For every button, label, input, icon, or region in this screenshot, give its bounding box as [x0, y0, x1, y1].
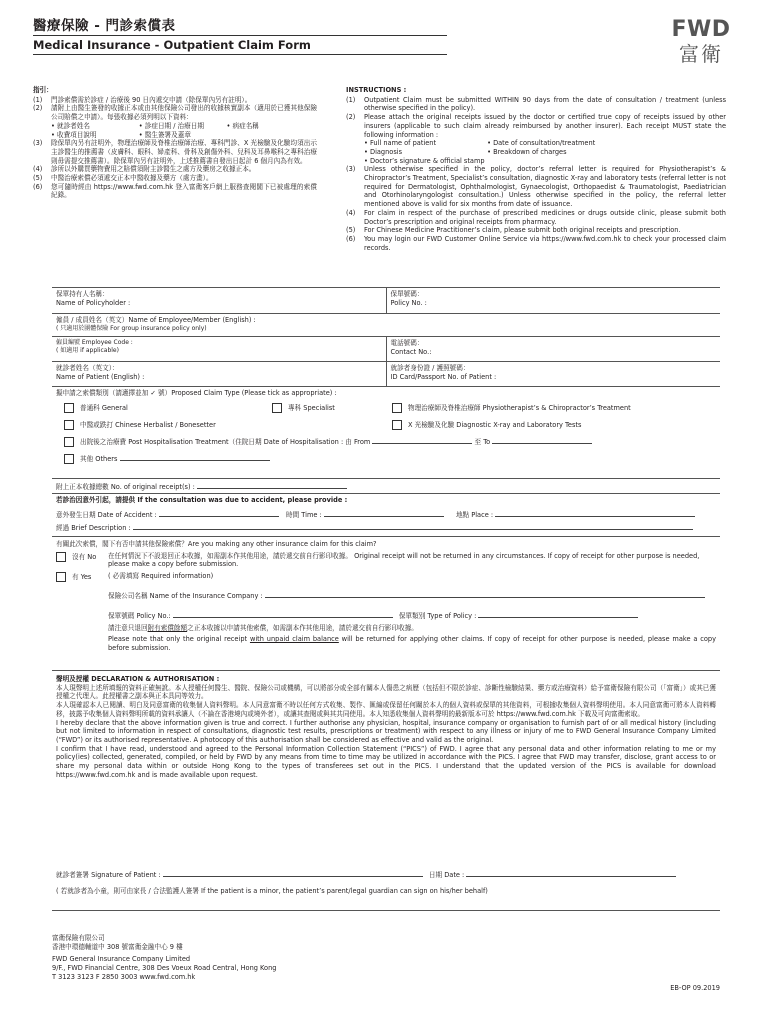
policyholder-row [52, 288, 720, 314]
footer-contact: T 3123 3123 F 2850 3003 www.fwd.com.hk [52, 972, 196, 981]
instructions-zh-title: 指引： [33, 86, 53, 94]
policy-no-field[interactable]: 保單號碼： Policy No. : [386, 288, 721, 313]
checkbox-specialist[interactable] [272, 403, 282, 413]
form-title-en: Medical Insurance - Outpatient Claim Form [33, 38, 311, 52]
bullet-zh-4: • 收費項目說明 [51, 130, 97, 139]
policyholder-field[interactable]: 保單持有人名稱： Name of Policyholder : [56, 290, 131, 307]
unpaid-note-en: Please note that only the original receipt with unpaid claim balance will be returned for applying other claims. If copy of receipt for other purpose is needed, please make a copy before submission. [108, 635, 716, 652]
instruction-en-3: (3) Unless otherwise specified in the policy, doctor’s referral letter is required for Physiotherapist’s & Chiropractor’s Treatment, Specialist’s consultation, diagnostic X-ray and laboratory tests (referral letter is not required for Dermatologist, Ophthalmologist, Gynaecologist, Orthopaedist & Traumatologist, Paediatrician and Otorhinolaryngologist consultation.) Unless otherwise specified in the policy, the referral letter mentioned above is valid for six months from date of issuance. [346, 165, 726, 209]
instruction-zh-4: (4) 診所以外購買藥物費用之賠償須附主診醫生之處方及藥房之收據正本。 [33, 165, 256, 174]
instruction-zh-3: (3) 除保單內另有註明外，物理治療師及脊椎治療師治療、專科門診、X 光檢驗及化驗均須出示主診醫生的推薦書（皮膚科、眼科、婦產科、骨科及創傷外科、兒科及耳鼻喉科之專科治療則毋需提交推薦書）。除保單內另有註明外，上述推薦書自發出日起計 6 個月內為有效。 [33, 139, 317, 165]
bullet-en-3: • Diagnosis [364, 147, 403, 156]
claim-type-section [52, 387, 720, 479]
claim-post-hosp-option[interactable]: 出院後之治療費 Post Hospitalisation Treatment（住院日期 Date of Hospitalisation : 由 From 至 To [64, 437, 592, 447]
footer-company-zh: 富衛保險有限公司 [52, 934, 105, 942]
bullet-zh-1: • 就診者姓名 [51, 121, 90, 130]
header-rule-bottom [33, 54, 447, 55]
claim-chinese-option[interactable]: 中醫或跌打 Chinese Herbalist / Bonesetter [64, 420, 216, 430]
form-reference-code: EB-OP 09.2019 [670, 984, 720, 992]
patient-row [52, 362, 720, 387]
unpaid-note-zh: 請注意只退回附有索償餘額之正本收據以申請其他索償，如需副本作其他用途，請於遞交前自行影印收據。 [108, 623, 418, 632]
patient-name-field[interactable]: 就診者姓名（英文）： Name of Patient (English) : [56, 364, 145, 381]
bullet-en-5: • Doctor’s signature & official stamp [364, 156, 485, 165]
page-footer [52, 934, 720, 992]
instruction-en-1: (1) Outpatient Claim must be submitted WITHIN 90 days from the date of consultation / treatment (unless otherwise specified in the policy). [346, 95, 726, 113]
declaration-zh-1: 本人現聲明上述所填報的資料正確無訛。本人授權任何醫生、醫院、保險公司或機構，可以將部分或全部有關本人傷患之病歷（包括但不限於診症、診斷性檢驗結果、藥方或治療資料）給予富衛保險有限公司（「富衛」）或其已獲授權之代理人。此授權書之副本與正本具同等效力。 [56, 683, 716, 701]
claim-physio-option[interactable]: 物理治療師及脊椎治療師 Physiotherapist’s & Chiropractor’s Treatment [392, 403, 631, 413]
receipts-count-field[interactable]: 附上正本收據總數 No. of original receipt(s) : [52, 479, 720, 494]
accident-brief-field[interactable]: 經過 Brief Description : [56, 523, 716, 533]
instruction-zh-1: (1) 門診索償需於診症 / 治療後 90 日內遞交申請（除保單內另有註明）。 [33, 95, 252, 104]
instruction-zh-6: (6) 您可隨時經由 https://www.fwd.com.hk 登入富衛客戶網上服務查閱閣下已被處理的索償紀錄。 [33, 182, 317, 200]
footer-company-en: FWD General Insurance Company Limited [52, 955, 191, 964]
patient-id-field[interactable]: 就診者身份證 / 護照號碼： ID Card/Passport No. of Patient : [386, 362, 721, 386]
insurer-name-field[interactable]: 保險公司名稱 Name of the Insurance Company : [108, 591, 716, 601]
contact-no-field[interactable]: 電話號碼： Contact No.: [386, 337, 721, 361]
declaration-section [52, 671, 720, 911]
employee-name-field[interactable]: 僱員 / 成員姓名（英文）Name of Employee/Member (English) : ( 只適用於團體保險 For group insurance policy only) [52, 314, 720, 337]
declaration-title: 聲明及授權 DECLARATION & AUTHORISATION : [56, 675, 220, 683]
footer-address-en: 9/F., FWD Financial Centre, 308 Des Voeux Road Central, Hong Kong [52, 964, 277, 973]
form-title-zh: 醫療保險 - 門診索償表 [33, 18, 176, 34]
accident-title: 若診治因意外引起，請提供 If the consultation was due to accident, please provide : [56, 496, 348, 504]
checkbox-xray[interactable] [392, 420, 402, 430]
fwd-logo [665, 18, 737, 70]
logo-text-en: FWD [671, 17, 731, 42]
checkbox-chinese[interactable] [64, 420, 74, 430]
other-claim-no-option[interactable]: 沒有 No 在任何情況下不設退回正本收據，如需副本作其他用途，請於遞交前自行影印收據。 Original receipt will not be returned in any circumstances. If copy of receipt for other purpose is needed, please make a copy before submission. [56, 552, 716, 569]
checkbox-post-hosp[interactable] [64, 437, 74, 447]
logo-text-zh: 富衛 [679, 42, 723, 66]
declaration-en-1: I hereby declare that the above information given is true and correct. I further authorise any physician, hospital, insurance company or organisation to furnish part of or all medical history (including but not limited to information in respect of consultations, diagnostic test results, prescriptions or treatment) with respect to any illness or injury of me to FWD General Insurance Company Limited (“FWD”) or its authorised representative. A photocopy of this authorisation shall be considered as effective and valid as the original. [56, 718, 716, 744]
claim-form [52, 287, 720, 911]
instruction-en-4: (4) For claim in respect of the purchase of prescribed medicines or drugs outside clinic, please submit both Doctor’s prescription and original receipts from pharmacy. [346, 208, 726, 226]
employee-code-field[interactable]: 僱員編號 Employee Code : ( 如適用 if applicable) [56, 339, 133, 354]
footer-address-zh: 香港中環德輔道中 308 號富衛金融中心 9 樓 [52, 942, 183, 951]
declaration-zh-2: 本人現確認本人已閱讀、明白及同意富衛的收集個人資料聲明。本人同意富衛不時以任何方式收集、製作、匯編或保留任何關於本人的個人資料或保單的其他資料，可根據收集個人資料聲明使用。本人同意富衛可將本人資料轉移，披露予收集個人資料聲明所載的資料承讓人（不論在香港境內或境外者），或讓其查閱或與其共同使用。本人知悉收集個人資料聲明的最新版本可於 https://www.fwd.com.hk 下載及可向富衛索取。 [56, 701, 716, 718]
other-claim-section [52, 537, 720, 671]
claim-general-option[interactable]: 普通科 General [64, 403, 128, 413]
signature-field[interactable]: 就診者簽署 Signature of Patient : 日期 Date : [56, 870, 676, 880]
checkbox-yes[interactable] [56, 572, 66, 582]
declaration-en-2: I confirm that I have read, understood and agreed to the Personal Information Collection Statement (“PICS”) of FWD. I agree that any personal data and other information relating to me or my policy(ies) collected, generated, compiled, or held by FWD by any means from time to time may be utilized in accordance with the PICS. I agree that FWD may transfer, disclose, grant access to or share my personal data within or outside Hong Kong to the types of transferees set out in the PICS. I understand that the updated version of the PICS is available for download https://www.fwd.com.hk and is made available upon request. [56, 744, 716, 779]
accident-details[interactable]: 意外發生日期 Date of Accident : 時間 Time : 地點 Place : [56, 510, 716, 520]
employee-contact-row [52, 337, 720, 362]
bullet-en-2: • Date of consultation/treatment [487, 139, 596, 148]
bullet-en-4: • Breakdown of charges [487, 147, 567, 156]
instruction-zh-2: (2) 請附上由醫生簽發的收據正本或由其他保險公司發出的收據核實副本（適用於已獲其他保險公司賠償之申請）。每張收據必須列明以下資料： [33, 104, 317, 122]
other-claim-question: 有關此次索償，閣下有否申請其他保險索償？Are you making any other insurance claim for this claim? [56, 540, 377, 548]
checkbox-physio[interactable] [392, 403, 402, 413]
instruction-en-5: (5) For Chinese Medicine Practitioner’s claim, please submit both original receipts and prescription. [346, 226, 681, 235]
claim-type-label: 擬申請之索償類別（請適擇並加 ✓ 號）Proposed Claim Type (Please tick as appropriate) : [56, 389, 337, 397]
instructions-en-title: INSTRUCTIONS : [346, 86, 407, 94]
checkbox-general[interactable] [64, 403, 74, 413]
instruction-zh-5: (5) 中醫治療索償必須遞交正本中醫收據及藥方（處方畫）。 [33, 174, 213, 183]
accident-section [52, 494, 720, 537]
checkbox-others[interactable] [64, 454, 74, 464]
instruction-en-2: (2) Please attach the original receipts issued by the doctor or certified true copy of receipts issued by other insurers (applicable to such claim already reimbursed by another insurer). Each receipt MUST state the following information : [346, 113, 726, 139]
form-header [33, 18, 737, 70]
claim-xray-option[interactable]: X 光檢驗及化驗 Diagnostic X-ray and Laboratory Tests [392, 420, 581, 430]
instructions-zh [33, 86, 317, 200]
instructions-en [346, 86, 726, 252]
bullet-en-1: • Full name of patient [364, 139, 437, 148]
bullet-zh-3: • 病症名稱 [226, 121, 259, 130]
instruction-en-6: (6) You may login our FWD Customer Online Service via https://www.fwd.com.hk to check your processed claim records. [346, 234, 726, 252]
other-claim-yes-option[interactable]: 有 Yes ( 必需填寫 Required information) [56, 572, 716, 582]
bullet-zh-5: • 醫生簽署及蓋章 [138, 130, 191, 139]
other-policy-field[interactable]: 保單號碼 Policy No.: 保單類別 Type of Policy : [108, 611, 716, 621]
instruction-en-2-bullets [346, 139, 726, 165]
minor-signature-note: ( 若就診者為小童，則可由家長 / 合法監護人簽署 If the patient is a minor, the patient’s parent/legal guardian can sign on his/her behalf) [56, 887, 488, 895]
claim-specialist-option[interactable]: 專科 Specialist [272, 403, 335, 413]
claim-others-option[interactable]: 其他 Others [64, 454, 270, 464]
checkbox-no[interactable] [56, 552, 66, 562]
instruction-zh-2-bullets [33, 122, 317, 139]
bullet-zh-2: • 診症日期 / 治療日期 [138, 121, 204, 130]
